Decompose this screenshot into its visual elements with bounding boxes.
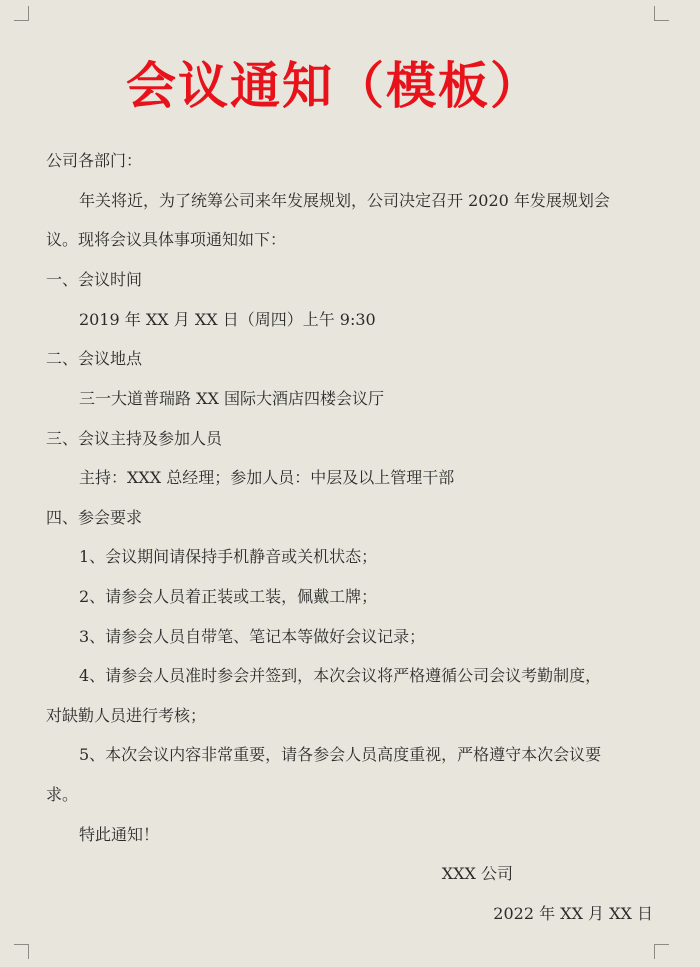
- salutation: 公司各部门：: [46, 151, 143, 170]
- intro-paragraph-line-2: 议。现将会议具体事项通知如下：: [46, 230, 287, 249]
- intro-paragraph-line-1: 年关将近，为了统筹公司来年发展规划，公司决定召开 2020 年发展规划会: [79, 191, 610, 210]
- requirement-1: 1、会议期间请保持手机静音或关机状态；: [79, 547, 378, 566]
- requirement-4-line-1: 4、请参会人员准时参会并签到，本次会议将严格遵循公司会议考勤制度，: [79, 666, 602, 685]
- signature-company: XXX 公司: [441, 864, 513, 883]
- section-heading-time: 一、会议时间: [46, 270, 143, 289]
- section-heading-location: 二、会议地点: [46, 349, 143, 368]
- requirement-2: 2、请参会人员着正装或工装，佩戴工牌；: [79, 587, 378, 606]
- crop-mark-top-left: [14, 6, 29, 21]
- requirement-5-line-2: 求。: [46, 785, 79, 804]
- requirement-4-line-2: 对缺勤人员进行考核；: [46, 706, 207, 725]
- crop-mark-bottom-left: [14, 944, 29, 959]
- meeting-location: 三一大道普瑞路 XX 国际大酒店四楼会议厅: [79, 389, 384, 408]
- requirement-3: 3、请参会人员自带笔、笔记本等做好会议记录；: [79, 627, 426, 646]
- crop-mark-top-right: [654, 6, 669, 21]
- crop-mark-bottom-right: [654, 944, 669, 959]
- closing-remark: 特此通知！: [79, 825, 160, 844]
- signature-date: 2022 年 XX 月 XX 日: [493, 904, 653, 923]
- section-heading-participants: 三、会议主持及参加人员: [46, 429, 223, 448]
- meeting-participants: 主持：XXX 总经理；参加人员：中层及以上管理干部: [79, 468, 455, 487]
- section-heading-requirements: 四、参会要求: [46, 508, 143, 527]
- requirement-5-line-1: 5、本次会议内容非常重要，请各参会人员高度重视，严格遵守本次会议要: [79, 745, 602, 764]
- document-title: 会议通知（模板）: [126, 57, 542, 115]
- meeting-time: 2019 年 XX 月 XX 日（周四）上午 9:30: [79, 310, 376, 329]
